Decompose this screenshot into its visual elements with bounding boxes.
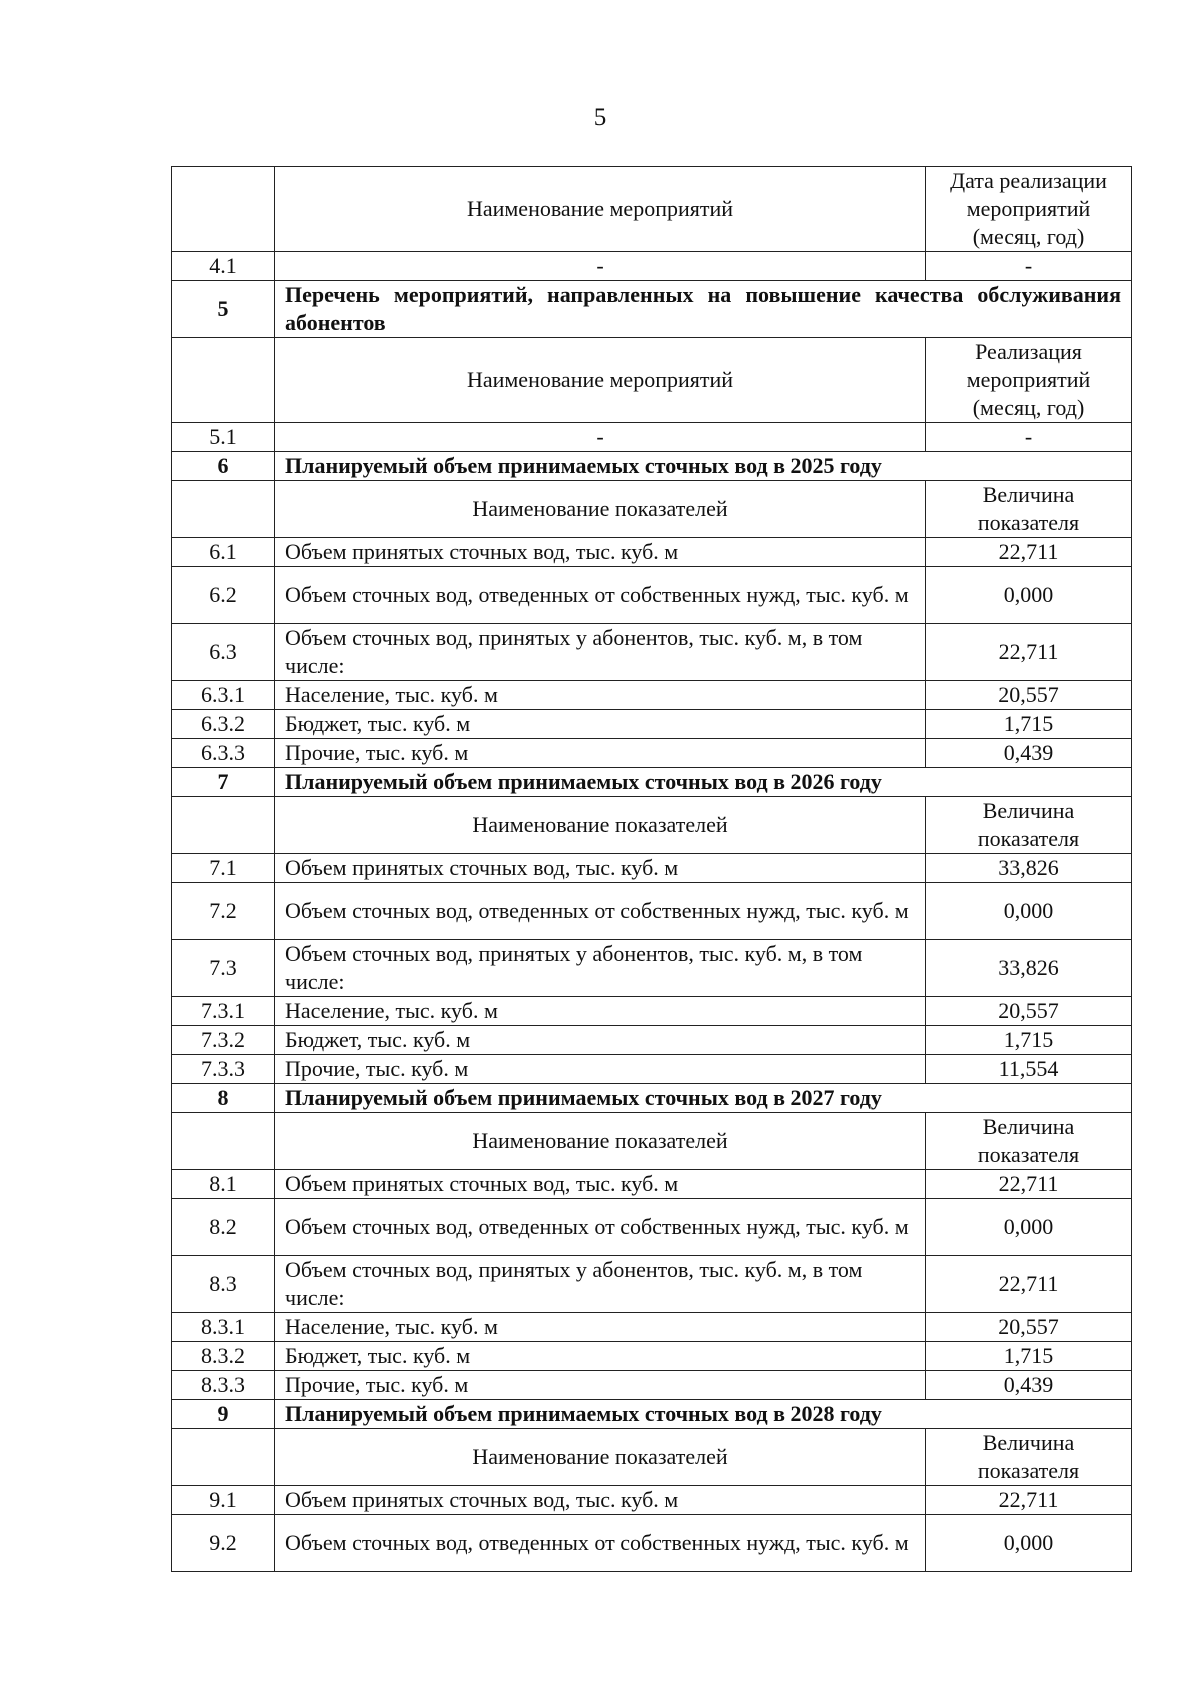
row-number: 8.3.2 <box>172 1342 275 1371</box>
table-header-row <box>172 1429 1132 1486</box>
section-number: 5 <box>172 281 275 338</box>
empty-cell <box>172 167 275 252</box>
row-name: - <box>275 423 926 452</box>
table-header-row <box>172 797 1132 854</box>
row-number: 6.1 <box>172 538 275 567</box>
section-title: Планируемый объем принимаемых сточных вод в 2028 году <box>275 1400 1132 1429</box>
row-number: 5.1 <box>172 423 275 452</box>
row-value: - <box>926 252 1132 281</box>
row-name: Объем сточных вод, отведенных от собственных нужд, тыс. куб. м <box>275 567 926 624</box>
row-name: Бюджет, тыс. куб. м <box>275 1026 926 1055</box>
header-value-cell: Величина показателя <box>926 797 1132 854</box>
page-number: 5 <box>593 104 607 131</box>
row-value: 11,554 <box>926 1055 1132 1084</box>
row-number: 7.3.1 <box>172 997 275 1026</box>
table-header-row <box>172 338 1132 423</box>
row-value: 0,000 <box>926 1199 1132 1256</box>
row-number: 8.3.1 <box>172 1313 275 1342</box>
table-row <box>172 567 1132 624</box>
table-row <box>172 538 1132 567</box>
table-row <box>172 1256 1132 1313</box>
row-name: Объем принятых сточных вод, тыс. куб. м <box>275 1170 926 1199</box>
row-name: Население, тыс. куб. м <box>275 681 926 710</box>
row-value: 22,711 <box>926 1256 1132 1313</box>
row-value: 0,000 <box>926 567 1132 624</box>
table-row <box>172 681 1132 710</box>
row-name: Объем принятых сточных вод, тыс. куб. м <box>275 538 926 567</box>
table-row <box>172 1342 1132 1371</box>
row-value: - <box>926 423 1132 452</box>
row-number: 7.3.3 <box>172 1055 275 1084</box>
header-value-cell: Величина показателя <box>926 481 1132 538</box>
row-name: Бюджет, тыс. куб. м <box>275 710 926 739</box>
row-name: Прочие, тыс. куб. м <box>275 739 926 768</box>
table-header-row <box>172 1113 1132 1170</box>
section-number: 7 <box>172 768 275 797</box>
row-value: 20,557 <box>926 997 1132 1026</box>
row-name: Объем принятых сточных вод, тыс. куб. м <box>275 1486 926 1515</box>
table-row <box>172 883 1132 940</box>
row-name: Прочие, тыс. куб. м <box>275 1371 926 1400</box>
section-row <box>172 1400 1132 1429</box>
header-value-cell: Величина показателя <box>926 1113 1132 1170</box>
plan-table <box>171 166 1132 1572</box>
row-name: Объем принятых сточных вод, тыс. куб. м <box>275 854 926 883</box>
row-name: Объем сточных вод, принятых у абонентов, тыс. куб. м, в том числе: <box>275 1256 926 1313</box>
row-value: 1,715 <box>926 710 1132 739</box>
row-name: - <box>275 252 926 281</box>
table-row <box>172 854 1132 883</box>
header-value-cell: Дата реализации мероприятий (месяц, год) <box>926 167 1132 252</box>
row-name: Объем сточных вод, отведенных от собственных нужд, тыс. куб. м <box>275 1199 926 1256</box>
table-row <box>172 710 1132 739</box>
header-value-cell: Величина показателя <box>926 1429 1132 1486</box>
row-value: 33,826 <box>926 940 1132 997</box>
row-value: 33,826 <box>926 854 1132 883</box>
row-value: 0,439 <box>926 739 1132 768</box>
row-value: 22,711 <box>926 538 1132 567</box>
row-name: Население, тыс. куб. м <box>275 997 926 1026</box>
header-name-cell: Наименование показателей <box>275 481 926 538</box>
section-number: 6 <box>172 452 275 481</box>
header-name-cell: Наименование мероприятий <box>275 167 926 252</box>
empty-cell <box>172 1429 275 1486</box>
row-number: 6.3.3 <box>172 739 275 768</box>
section-title: Планируемый объем принимаемых сточных вод в 2026 году <box>275 768 1132 797</box>
row-value: 0,439 <box>926 1371 1132 1400</box>
table-row <box>172 1170 1132 1199</box>
empty-cell <box>172 338 275 423</box>
row-number: 7.3 <box>172 940 275 997</box>
row-value: 22,711 <box>926 1170 1132 1199</box>
row-number: 6.3 <box>172 624 275 681</box>
row-number: 7.3.2 <box>172 1026 275 1055</box>
section-title: Планируемый объем принимаемых сточных вод в 2027 году <box>275 1084 1132 1113</box>
table-header-row <box>172 481 1132 538</box>
row-value: 20,557 <box>926 1313 1132 1342</box>
table-row <box>172 1026 1132 1055</box>
section-number: 8 <box>172 1084 275 1113</box>
row-value: 0,000 <box>926 883 1132 940</box>
row-value: 1,715 <box>926 1342 1132 1371</box>
row-value: 22,711 <box>926 624 1132 681</box>
table-row <box>172 1199 1132 1256</box>
row-number: 8.3.3 <box>172 1371 275 1400</box>
section-title: Планируемый объем принимаемых сточных вод в 2025 году <box>275 452 1132 481</box>
empty-cell <box>172 1113 275 1170</box>
table-row <box>172 997 1132 1026</box>
row-number: 9.1 <box>172 1486 275 1515</box>
row-number: 6.3.1 <box>172 681 275 710</box>
empty-cell <box>172 797 275 854</box>
table-row <box>172 423 1132 452</box>
row-number: 8.2 <box>172 1199 275 1256</box>
row-name: Объем сточных вод, отведенных от собственных нужд, тыс. куб. м <box>275 1515 926 1572</box>
header-name-cell: Наименование показателей <box>275 1429 926 1486</box>
table-row <box>172 739 1132 768</box>
row-number: 7.1 <box>172 854 275 883</box>
table-row <box>172 252 1132 281</box>
row-value: 22,711 <box>926 1486 1132 1515</box>
row-number: 6.3.2 <box>172 710 275 739</box>
header-name-cell: Наименование показателей <box>275 1113 926 1170</box>
row-name: Объем сточных вод, принятых у абонентов, тыс. куб. м, в том числе: <box>275 624 926 681</box>
row-value: 0,000 <box>926 1515 1132 1572</box>
row-value: 1,715 <box>926 1026 1132 1055</box>
row-name: Население, тыс. куб. м <box>275 1313 926 1342</box>
header-name-cell: Наименование показателей <box>275 797 926 854</box>
row-number: 7.2 <box>172 883 275 940</box>
section-row <box>172 452 1132 481</box>
row-name: Объем сточных вод, отведенных от собственных нужд, тыс. куб. м <box>275 883 926 940</box>
row-number: 8.3 <box>172 1256 275 1313</box>
row-name: Бюджет, тыс. куб. м <box>275 1342 926 1371</box>
row-number: 4.1 <box>172 252 275 281</box>
table-row <box>172 1055 1132 1084</box>
table-row <box>172 1371 1132 1400</box>
header-value-cell: Реализация мероприятий (месяц, год) <box>926 338 1132 423</box>
row-number: 6.2 <box>172 567 275 624</box>
row-value: 20,557 <box>926 681 1132 710</box>
table-row <box>172 1515 1132 1572</box>
table-row <box>172 940 1132 997</box>
table-header-row <box>172 167 1132 252</box>
row-number: 9.2 <box>172 1515 275 1572</box>
section-number: 9 <box>172 1400 275 1429</box>
section-row <box>172 281 1132 338</box>
table-row <box>172 1486 1132 1515</box>
section-row <box>172 1084 1132 1113</box>
empty-cell <box>172 481 275 538</box>
header-name-cell: Наименование мероприятий <box>275 338 926 423</box>
section-title: Перечень мероприятий, направленных на повышение качества обслуживания абонентов <box>275 281 1132 338</box>
table-row <box>172 624 1132 681</box>
row-number: 8.1 <box>172 1170 275 1199</box>
row-name: Объем сточных вод, принятых у абонентов, тыс. куб. м, в том числе: <box>275 940 926 997</box>
row-name: Прочие, тыс. куб. м <box>275 1055 926 1084</box>
table-row <box>172 1313 1132 1342</box>
section-row <box>172 768 1132 797</box>
